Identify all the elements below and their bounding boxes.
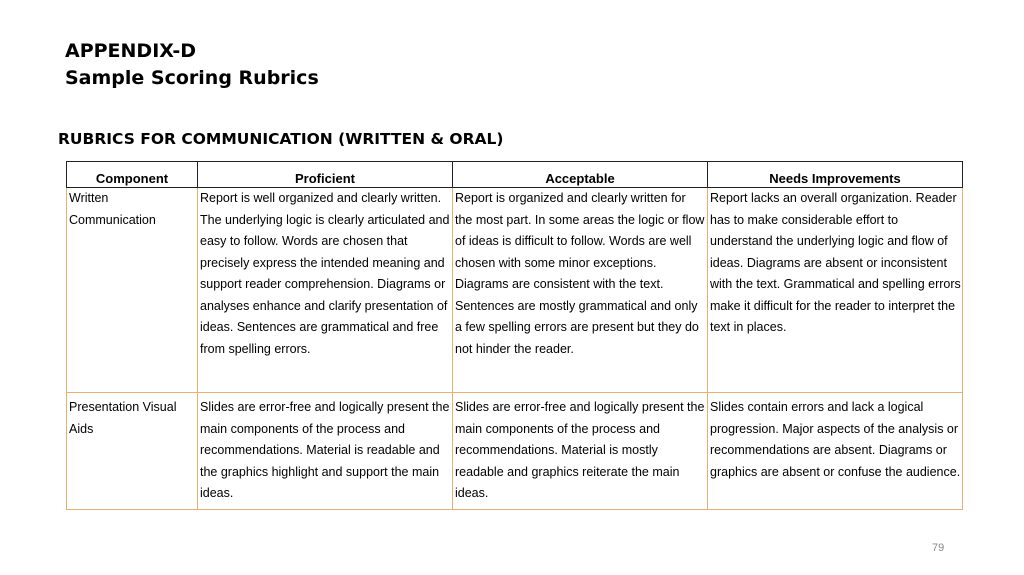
cell-acceptable: Slides are error-free and logically present the main components of the process and recommendations. Material is mostly readable and graphics reiterate the main ideas.	[453, 393, 708, 510]
column-header-component: Component	[67, 162, 198, 188]
page-number: 79	[932, 542, 945, 554]
cell-needs-improvements: Report lacks an overall organization. Reader has to make considerable effort to understand the underlying logic and flow of ideas. Diagrams are absent or inconsistent with the text. Grammatical and spelling errors make it difficult for the reader to interpret the text in places.	[708, 188, 963, 393]
cell-component: Written Communication	[67, 188, 198, 393]
column-header-acceptable: Acceptable	[453, 162, 708, 188]
appendix-label: APPENDIX-D	[65, 40, 197, 62]
appendix-subtitle: Sample Scoring Rubrics	[65, 67, 319, 89]
document-title	[65, 38, 319, 92]
table-header-row	[67, 162, 963, 188]
table-row	[67, 393, 963, 510]
cell-acceptable: Report is organized and clearly written for the most part. In some areas the logic or flow of ideas is difficult to follow. Words are well chosen with some minor exceptions. Diagrams are consistent with the text. Sentences are mostly grammatical and only a few spelling errors are present but they do not hinder the reader.	[453, 188, 708, 393]
column-header-needs-improvements: Needs Improvements	[708, 162, 963, 188]
table-row	[67, 188, 963, 393]
cell-needs-improvements: Slides contain errors and lack a logical progression. Major aspects of the analysis or recommendations are absent. Diagrams or graphics are absent or confuse the audience.	[708, 393, 963, 510]
rubric-table	[66, 161, 963, 510]
cell-component: Presentation Visual Aids	[67, 393, 198, 510]
section-title: RUBRICS FOR COMMUNICATION (WRITTEN & ORAL)	[58, 130, 504, 148]
column-header-proficient: Proficient	[198, 162, 453, 188]
cell-proficient: Slides are error-free and logically present the main components of the process and recommendations. Material is readable and the graphics highlight and support the main ideas.	[198, 393, 453, 510]
cell-proficient: Report is well organized and clearly written. The underlying logic is clearly articulated and easy to follow. Words are chosen that precisely express the intended meaning and support reader comprehension. Diagrams or analyses enhance and clarify presentation of ideas. Sentences are grammatical and free from spelling errors.	[198, 188, 453, 393]
